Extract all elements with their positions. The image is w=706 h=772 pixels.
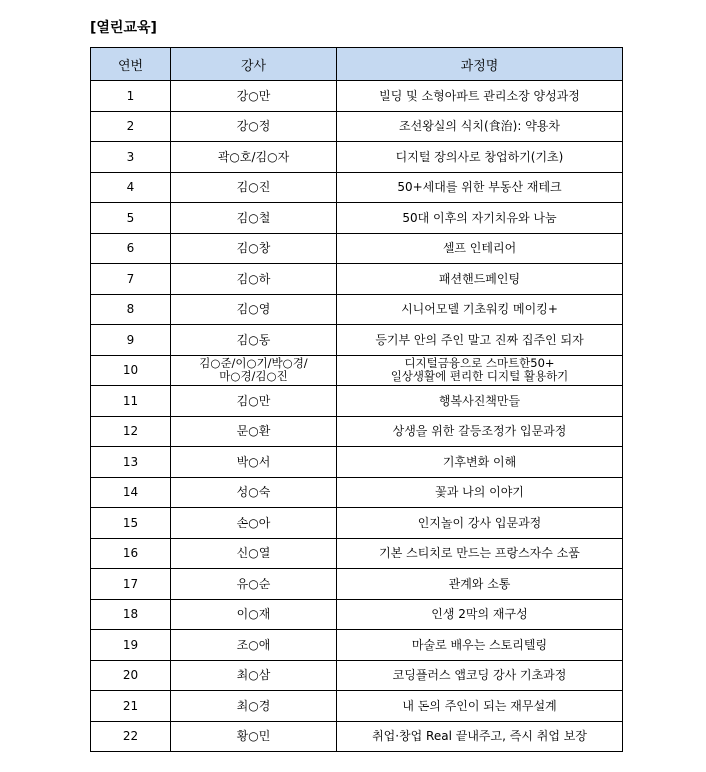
cell-course: 셀프 인테리어 <box>337 233 623 264</box>
cell-course-line: 일상생활에 편리한 디지털 활용하기 <box>390 369 569 384</box>
table-row <box>91 264 623 295</box>
cell-instructor: 조○애 <box>171 630 337 661</box>
cell-course: 기후변화 이해 <box>337 447 623 478</box>
header-course: 과정명 <box>337 48 623 81</box>
cell-instructor: 김○하 <box>171 264 337 295</box>
cell-instructor <box>171 355 337 386</box>
cell-instructor: 최○삼 <box>171 660 337 691</box>
cell-course: 코딩플러스 앱코딩 강사 기초과정 <box>337 660 623 691</box>
cell-course-line: 디지털금융으로 스마트한50+ <box>404 356 555 371</box>
cell-course: 행복사진책만들 <box>337 386 623 417</box>
cell-instructor: 곽○호/김○자 <box>171 142 337 173</box>
cell-instructor: 유○순 <box>171 569 337 600</box>
cell-instructor: 신○열 <box>171 538 337 569</box>
cell-course: 인지놀이 강사 입문과정 <box>337 508 623 539</box>
cell-no: 19 <box>91 630 171 661</box>
cell-course: 인생 2막의 재구성 <box>337 599 623 630</box>
cell-instructor: 김○철 <box>171 203 337 234</box>
cell-course: 조선왕실의 식치(食治): 약용차 <box>337 111 623 142</box>
cell-no: 6 <box>91 233 171 264</box>
cell-instructor: 최○경 <box>171 691 337 722</box>
table-row <box>91 508 623 539</box>
cell-course: 기본 스티치로 만드는 프랑스자수 소품 <box>337 538 623 569</box>
cell-course: 등기부 안의 주인 말고 진짜 집주인 되자 <box>337 325 623 356</box>
table-row <box>91 630 623 661</box>
table-row <box>91 447 623 478</box>
cell-instructor: 김○창 <box>171 233 337 264</box>
header-no: 연번 <box>91 48 171 81</box>
cell-instructor-line: 마○경/김○진 <box>219 369 288 384</box>
cell-no: 3 <box>91 142 171 173</box>
cell-course: 꽃과 나의 이야기 <box>337 477 623 508</box>
cell-instructor: 김○동 <box>171 325 337 356</box>
cell-no: 1 <box>91 81 171 112</box>
cell-instructor: 김○진 <box>171 172 337 203</box>
cell-instructor: 손○아 <box>171 508 337 539</box>
cell-no: 22 <box>91 721 171 752</box>
cell-instructor: 박○서 <box>171 447 337 478</box>
table-row <box>91 477 623 508</box>
table-row <box>91 538 623 569</box>
cell-no: 20 <box>91 660 171 691</box>
cell-no: 5 <box>91 203 171 234</box>
cell-no: 15 <box>91 508 171 539</box>
cell-instructor: 강○정 <box>171 111 337 142</box>
cell-course <box>337 355 623 386</box>
cell-no: 12 <box>91 416 171 447</box>
table-row <box>91 691 623 722</box>
cell-course: 시니어모델 기초워킹 메이킹+ <box>337 294 623 325</box>
cell-instructor: 이○재 <box>171 599 337 630</box>
table-row <box>91 569 623 600</box>
cell-instructor: 황○민 <box>171 721 337 752</box>
table-row <box>91 599 623 630</box>
table-row <box>91 111 623 142</box>
cell-course: 내 돈의 주인이 되는 재무설계 <box>337 691 623 722</box>
cell-instructor: 성○숙 <box>171 477 337 508</box>
cell-instructor: 강○만 <box>171 81 337 112</box>
cell-no: 21 <box>91 691 171 722</box>
cell-instructor: 김○영 <box>171 294 337 325</box>
cell-no: 7 <box>91 264 171 295</box>
cell-instructor-line: 김○준/이○기/박○경/ <box>199 356 308 371</box>
cell-course: 패션핸드페인팅 <box>337 264 623 295</box>
cell-course: 디지털 장의사로 창업하기(기초) <box>337 142 623 173</box>
cell-course: 50+세대를 위한 부동산 재테크 <box>337 172 623 203</box>
cell-instructor: 문○환 <box>171 416 337 447</box>
table-header-row <box>91 48 623 81</box>
cell-no: 2 <box>91 111 171 142</box>
cell-no: 4 <box>91 172 171 203</box>
cell-course: 빌딩 및 소형아파트 관리소장 양성과정 <box>337 81 623 112</box>
table-row <box>91 233 623 264</box>
table-row <box>91 203 623 234</box>
cell-course: 관계와 소통 <box>337 569 623 600</box>
section-title: [열린교육] <box>90 20 157 36</box>
table-body <box>91 81 623 752</box>
cell-no: 9 <box>91 325 171 356</box>
course-table <box>90 47 623 752</box>
table-row <box>91 294 623 325</box>
cell-no: 10 <box>91 355 171 386</box>
table-row <box>91 386 623 417</box>
cell-course: 마술로 배우는 스토리텔링 <box>337 630 623 661</box>
cell-course: 50대 이후의 자기치유와 나눔 <box>337 203 623 234</box>
cell-no: 18 <box>91 599 171 630</box>
table-row <box>91 142 623 173</box>
cell-course: 상생을 위한 갈등조정가 입문과정 <box>337 416 623 447</box>
cell-no: 16 <box>91 538 171 569</box>
cell-no: 17 <box>91 569 171 600</box>
cell-no: 13 <box>91 447 171 478</box>
cell-no: 11 <box>91 386 171 417</box>
table-row <box>91 660 623 691</box>
cell-no: 14 <box>91 477 171 508</box>
table-row <box>91 416 623 447</box>
table-row <box>91 325 623 356</box>
header-instructor: 강사 <box>171 48 337 81</box>
table-row <box>91 355 623 386</box>
cell-course: 취업·창업 Real 끝내주고, 즉시 취업 보장 <box>337 721 623 752</box>
table-row <box>91 172 623 203</box>
table-row <box>91 81 623 112</box>
cell-no: 8 <box>91 294 171 325</box>
table-row <box>91 721 623 752</box>
cell-instructor: 김○만 <box>171 386 337 417</box>
